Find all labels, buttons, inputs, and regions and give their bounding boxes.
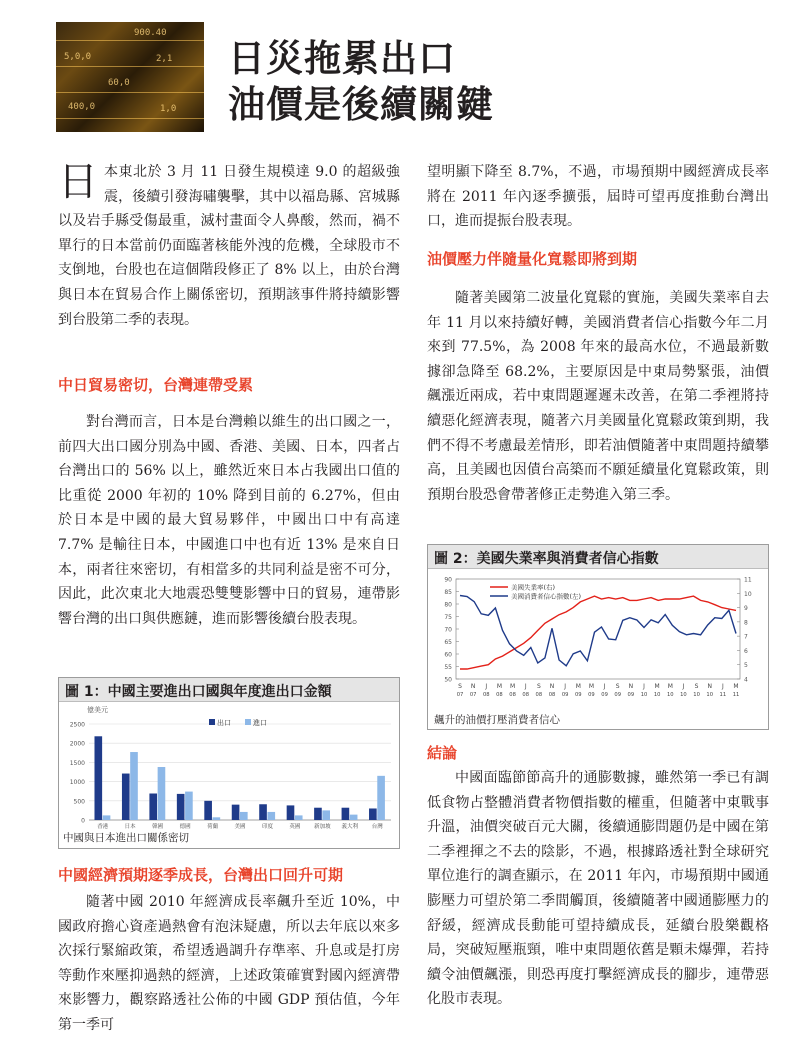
- x-tick-label: 荷蘭: [207, 824, 219, 830]
- y-tick-label: 1000: [69, 779, 85, 787]
- figure-title: 圖 2：美國失業率與消費者信心指數: [428, 545, 768, 569]
- y-right-tick-label: 7: [744, 633, 748, 641]
- x-year-label: 09: [614, 692, 622, 698]
- section-heading: 油價壓力伴隨量化寬鬆即將到期: [427, 250, 638, 268]
- x-tick-label: 香港: [97, 824, 109, 830]
- paragraph: 中國面臨節節高升的通膨數據，雖然第一季已有調低食物占整體消費者物價指數的權重，但隨著中東戰事升溫，油價突破百元大關，後續通膨問題仍是中國在第二季裡揮之不去的陰影，不過，根據路透社對全球研究單位進行的調查顯示，在 2011 年內，市場預期中國通膨壓力可望於第二季間觸頂，後續隨著中國通膨壓力的舒緩，經濟成長動能可望持續成長，延續台股樂觀格局，突破短壓瓶頸，唯中東問題依舊是顆未爆彈，若持續令油價飆漲，則恐再度打擊經濟成長的腳步，連帶惡化股市表現。: [427, 770, 769, 1008]
- x-tick-label: 印度: [261, 824, 273, 830]
- y-right-tick-label: 4: [744, 676, 748, 684]
- bar-進口: [240, 812, 248, 820]
- x-tick-label: M: [509, 683, 516, 690]
- x-tick-label: S: [615, 683, 620, 690]
- x-year-label: 10: [640, 692, 648, 698]
- section-heading: 結論: [427, 744, 458, 762]
- hero-image: [56, 22, 204, 132]
- page-title: [228, 36, 494, 128]
- y-right-tick-label: 10: [744, 590, 752, 598]
- bar-出口: [342, 808, 350, 820]
- bar-出口: [287, 805, 295, 820]
- x-tick-label: N: [707, 683, 712, 690]
- y-axis-label: 億美元: [87, 706, 108, 714]
- x-year-label: 08: [496, 692, 503, 698]
- x-year-label: 10: [680, 692, 687, 698]
- x-tick-label: N: [549, 683, 555, 690]
- column-left-3: [58, 890, 400, 1038]
- column-right: [427, 160, 769, 234]
- y-tick-label: 2000: [69, 740, 85, 748]
- y-right-tick-label: 8: [744, 619, 748, 627]
- x-tick-label: J: [564, 683, 567, 690]
- x-tick-label: 台灣: [371, 824, 383, 830]
- x-tick-label: 日本: [124, 824, 136, 830]
- series-line-美國失業率(右): [460, 596, 736, 669]
- bar-出口: [204, 801, 212, 820]
- y-tick-label: 500: [73, 798, 85, 806]
- x-year-label: 08: [535, 692, 543, 698]
- bar-進口: [130, 752, 138, 820]
- y-right-tick-label: 6: [744, 647, 748, 655]
- x-year-label: 09: [588, 692, 595, 698]
- bar-出口: [259, 804, 267, 820]
- hero-number: 60,0: [108, 78, 130, 88]
- figure-caption: 中國與日本進出口關係密切: [63, 832, 189, 844]
- line-chart: [428, 569, 768, 729]
- x-year-label: 07: [456, 692, 464, 698]
- bar-出口: [232, 805, 240, 820]
- legend-label: 出口: [217, 719, 231, 727]
- legend-swatch: [245, 719, 251, 725]
- y-tick-label: 1500: [69, 759, 85, 767]
- bar-出口: [94, 736, 102, 820]
- x-tick-label: 美國: [234, 824, 246, 830]
- x-tick-label: N: [470, 683, 476, 690]
- hero-number: 900.40: [134, 28, 167, 38]
- y-right-tick-label: 5: [744, 662, 748, 670]
- legend-label: 美國消費者信心指數(左): [511, 592, 582, 601]
- x-year-label: 10: [706, 692, 714, 698]
- section-heading: 中日貿易密切，台灣連帶受累: [58, 376, 254, 394]
- y-left-tick-label: 65: [444, 639, 452, 646]
- legend-swatch: [209, 719, 215, 725]
- bar-進口: [377, 776, 385, 820]
- bar-出口: [369, 808, 377, 820]
- bar-進口: [103, 815, 111, 820]
- bar-進口: [267, 812, 275, 820]
- x-year-label: 08: [509, 692, 516, 698]
- hero-number: 2,1: [156, 54, 173, 64]
- x-year-label: 09: [574, 692, 582, 698]
- x-tick-label: M: [733, 683, 739, 690]
- y-left-tick-label: 60: [444, 651, 452, 659]
- x-tick-label: S: [536, 683, 541, 690]
- drop-cap: 日: [58, 159, 98, 205]
- y-right-tick-label: 11: [744, 576, 752, 584]
- legend-label: 進口: [253, 719, 267, 727]
- column-left: [58, 160, 400, 332]
- y-left-tick-label: 75: [444, 614, 452, 621]
- y-right-tick-label: 9: [744, 605, 748, 613]
- x-tick-label: 德國: [179, 824, 191, 830]
- x-tick-label: M: [588, 683, 595, 690]
- x-tick-label: J: [603, 683, 606, 690]
- bar-進口: [295, 815, 303, 820]
- x-tick-label: 義大利: [341, 824, 359, 830]
- column-right-2: [427, 286, 769, 507]
- x-tick-label: 新加坡: [314, 824, 331, 830]
- column-left-2: [58, 410, 400, 631]
- x-tick-label: J: [721, 683, 724, 690]
- bar-出口: [122, 774, 130, 820]
- y-left-tick-label: 80: [444, 601, 452, 609]
- x-year-label: 08: [522, 692, 530, 698]
- y-tick-label: 2500: [69, 721, 85, 729]
- bar-進口: [158, 767, 166, 820]
- bar-出口: [177, 794, 185, 820]
- figure-title: 圖 1：中國主要進出口國與年度進出口金額: [59, 678, 399, 702]
- x-tick-label: N: [628, 683, 634, 690]
- section-heading: 中國經濟預期逐季成長，台灣出口回升可期: [58, 866, 344, 884]
- y-left-tick-label: 90: [444, 576, 452, 584]
- bar-出口: [314, 808, 322, 820]
- x-tick-label: J: [643, 683, 645, 690]
- title-line-1: 日災拖累出口: [228, 37, 456, 80]
- paragraph: 望明顯下降至 8.7%，不過，市場預期中國經濟成長率將在 2011 年內逐季擴張，屆時可望再度推動台灣出口，進而提振台股表現。: [427, 164, 769, 230]
- x-year-label: 10: [666, 692, 674, 698]
- x-year-label: 08: [548, 692, 556, 698]
- paragraph: 隨著美國第二波量化寬鬆的實施，美國失業率自去年 11 月以來持續好轉，美國消費者信心指數今年二月來到 77.5%，為 2008 年來的最高水位，不過最新數據卻急降至 68.2%，主要原因是中東局勢緊張，油價飆漲近兩成，若中東問題遲遲未改善，在第二季裡將持續惡化經濟表現，隨著六月美國量化寬鬆政策到期，我們不得不考慮最差情形，即若油價隨著中東問題持續攀高，且美國也因債台高築而不願延續量化寬鬆政策，則預期台股恐會帶著修正走勢進入第三季。: [427, 290, 769, 503]
- y-left-tick-label: 55: [444, 664, 452, 671]
- x-year-label: 09: [561, 692, 569, 698]
- x-tick-label: M: [496, 683, 503, 690]
- legend-label: 美國失業率(右): [511, 583, 556, 592]
- x-year-label: 08: [482, 692, 490, 698]
- x-tick-label: M: [654, 683, 660, 690]
- x-tick-label: 英國: [289, 824, 301, 830]
- x-year-label: 09: [627, 692, 635, 698]
- x-year-label: 11: [732, 692, 740, 698]
- x-tick-label: M: [575, 683, 581, 690]
- x-tick-label: S: [458, 683, 462, 690]
- hero-number: 400,0: [68, 102, 96, 112]
- x-year-label: 10: [693, 692, 700, 698]
- figure-1: [58, 677, 400, 849]
- hero-number: 5,0,0: [64, 52, 92, 62]
- figure-caption: 飆升的油價打壓消費者信心: [434, 714, 560, 726]
- figure-2: [427, 544, 769, 730]
- x-tick-label: J: [524, 683, 527, 690]
- y-tick-label: 0: [81, 817, 85, 825]
- paragraph: 本東北於 3 月 11 日發生規模達 9.0 的超級強震，後續引發海嘯襲擊，其中以福島縣、宮城縣以及岩手縣受傷最重，滅村畫面令人鼻酸，然而，禍不單行的日本當前仍面臨著核能外洩的危機，全球股市不支倒地，台股也在這個階段修正了 8% 以上，由於台灣與日本在貿易合作上關係密切，預期該事件將持續影響到台股第二季的表現。: [58, 164, 400, 328]
- x-tick-label: M: [667, 683, 673, 690]
- x-year-label: 09: [601, 692, 608, 698]
- x-tick-label: J: [485, 683, 488, 690]
- y-left-tick-label: 70: [444, 626, 452, 634]
- bar-進口: [350, 815, 358, 820]
- bar-進口: [213, 817, 221, 820]
- bar-進口: [322, 810, 330, 820]
- y-left-tick-label: 50: [444, 676, 452, 684]
- x-tick-label: 韓國: [152, 824, 164, 830]
- bar-出口: [149, 794, 157, 820]
- paragraph: 對台灣而言，日本是台灣賴以維生的出口國之一，前四大出口國分別為中國、香港、美國、日本，四者占台灣出口的 56% 以上，雖然近來日本占我國出口值的比重從 2000 年初的 10% 降到目前的 6.27%，但由於日本是中國的最大貿易夥伴，中國出口中有高達 7.7% 是輸往日本，中國進口中也有近 13% 是來自日本，兩者往來密切，有相當多的共同利益是密不可分，因此，此次東北大地震恐雙雙影響中日的貿易，連帶影響台灣的出口與供應鏈，進而影響後續台股表現。: [58, 414, 400, 627]
- x-tick-label: J: [682, 683, 685, 690]
- bar-進口: [185, 792, 193, 820]
- x-year-label: 10: [653, 692, 661, 698]
- title-line-2: 油價是後續關鍵: [228, 83, 494, 126]
- x-year-label: 11: [719, 692, 727, 698]
- x-year-label: 07: [469, 692, 477, 698]
- hero-number: 1,0: [160, 104, 177, 114]
- series-line-美國消費者信心指數(左): [460, 596, 736, 666]
- paragraph: 隨著中國 2010 年經濟成長率飆升至近 10%，中國政府擔心資產過熱會有泡沫疑慮，所以去年底以來多次採行緊縮政策，希望透過調升存準率、升息或是打房等動作來壓抑過熱的經濟，上述政策確實對國內經濟帶來影響力，觀察路透社公佈的中國 GDP 預估值，今年第一季可: [58, 894, 400, 1033]
- x-tick-label: S: [694, 683, 699, 690]
- column-right-3: [427, 766, 769, 1012]
- bar-chart: [59, 702, 399, 848]
- y-left-tick-label: 85: [444, 589, 452, 596]
